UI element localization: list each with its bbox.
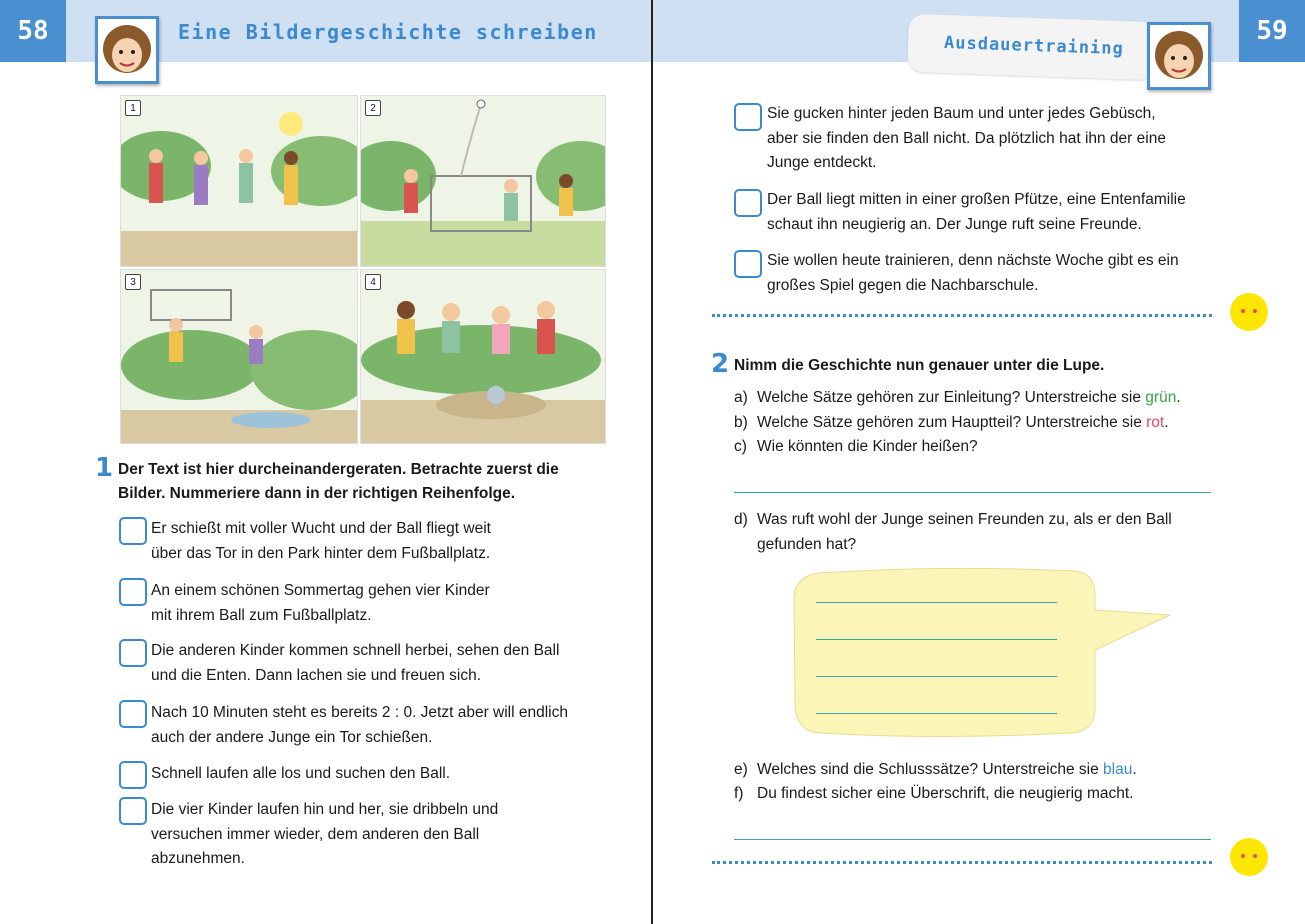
smiley-icon (1230, 838, 1268, 876)
answer-line-names[interactable] (734, 492, 1211, 493)
panel-3 (120, 269, 358, 444)
panel-2 (360, 95, 606, 267)
task-number-2: 2 (711, 349, 730, 379)
order-checkbox[interactable] (119, 517, 147, 545)
panel-number: 2 (365, 100, 381, 116)
bubble-answer-line[interactable] (816, 713, 1057, 714)
bubble-answer-line[interactable] (816, 639, 1057, 640)
task-number-1: 1 (95, 453, 114, 483)
list-item: Sie wollen heute trainieren, denn nächste Woche gibt es ein großes Spiel gegen die Nachbarschule. (767, 252, 1179, 294)
subtask-c: c) Wie könnten die Kinder heißen? (734, 438, 978, 455)
right-title-bubble (907, 14, 1157, 81)
list-item: Er schießt mit voller Wucht und der Ball fliegt weit über das Tor in den Park hinter dem Fußballplatz. (151, 520, 491, 562)
panel-4 (360, 269, 606, 444)
order-checkbox[interactable] (734, 250, 762, 278)
dotted-divider (712, 861, 1212, 864)
page-title-left: Eine Bildergeschichte schreiben (178, 20, 598, 44)
subtask-d: d) Was ruft wohl der Junge seinen Freunden zu, als er den Ball gefunden hat? (734, 511, 1172, 553)
panel-number: 4 (365, 274, 381, 290)
list-item: Die anderen Kinder kommen schnell herbei, sehen den Ball und die Enten. Dann lachen sie und freuen sich. (151, 642, 560, 684)
task-1-title: Der Text ist hier durcheinandergeraten. Betrachte zuerst die Bilder. Nummeriere dann in der richtigen Reihenfolge. (118, 461, 559, 502)
list-item: Schnell laufen alle los und suchen den Ball. (151, 765, 451, 782)
smiley-icon (1230, 293, 1268, 331)
list-item: An einem schönen Sommertag gehen vier Kinder mit ihrem Ball zum Fußballplatz. (151, 582, 490, 624)
list-item: Der Ball liegt mitten in einer großen Pfütze, eine Entenfamilie schaut ihn neugierig an. Der Junge ruft seine Freunde. (767, 191, 1186, 233)
page-number-right: 59 (1239, 0, 1305, 62)
answer-line-title[interactable] (734, 839, 1211, 840)
list-item: Sie gucken hinter jeden Baum und unter jedes Gebüsch, aber sie finden den Ball nicht. Da plötzlich hat ihn der eine Junge entdeckt. (767, 105, 1166, 171)
panel-1 (120, 95, 358, 267)
order-checkbox[interactable] (119, 578, 147, 606)
subtask-a: a) Welche Sätze gehören zur Einleitung? Unterstreiche sie grün. (734, 389, 1181, 406)
bubble-answer-line[interactable] (816, 676, 1057, 677)
page-number-left: 58 (0, 0, 66, 62)
page-title-right: Ausdauertraining (943, 32, 1125, 60)
order-checkbox[interactable] (119, 797, 147, 825)
dotted-divider (712, 314, 1212, 317)
girl-avatar-left (95, 16, 159, 84)
order-checkbox[interactable] (119, 639, 147, 667)
girl-avatar-right (1147, 22, 1211, 90)
book-spine (651, 0, 653, 924)
picture-story-illustration (120, 95, 604, 442)
subtask-e: e) Welches sind die Schlusssätze? Unterstreiche sie blau. (734, 761, 1137, 778)
order-checkbox[interactable] (734, 103, 762, 131)
subtask-b: b) Welche Sätze gehören zum Hauptteil? Unterstreiche sie rot. (734, 414, 1169, 431)
order-checkbox[interactable] (119, 761, 147, 789)
list-item: Die vier Kinder laufen hin und her, sie dribbeln und versuchen immer wieder, dem anderen den Ball abzunehmen. (151, 801, 499, 867)
subtask-f: f) Du findest sicher eine Überschrift, die neugierig macht. (734, 785, 1134, 802)
panel-number: 3 (125, 274, 141, 290)
order-checkbox[interactable] (119, 700, 147, 728)
list-item: Nach 10 Minuten steht es bereits 2 : 0. Jetzt aber will endlich auch der andere Junge ein Tor schießen. (151, 704, 568, 746)
order-checkbox[interactable] (734, 189, 762, 217)
bubble-answer-line[interactable] (816, 602, 1057, 603)
panel-number: 1 (125, 100, 141, 116)
task-2-title: Nimm die Geschichte nun genauer unter die Lupe. (734, 357, 1105, 374)
